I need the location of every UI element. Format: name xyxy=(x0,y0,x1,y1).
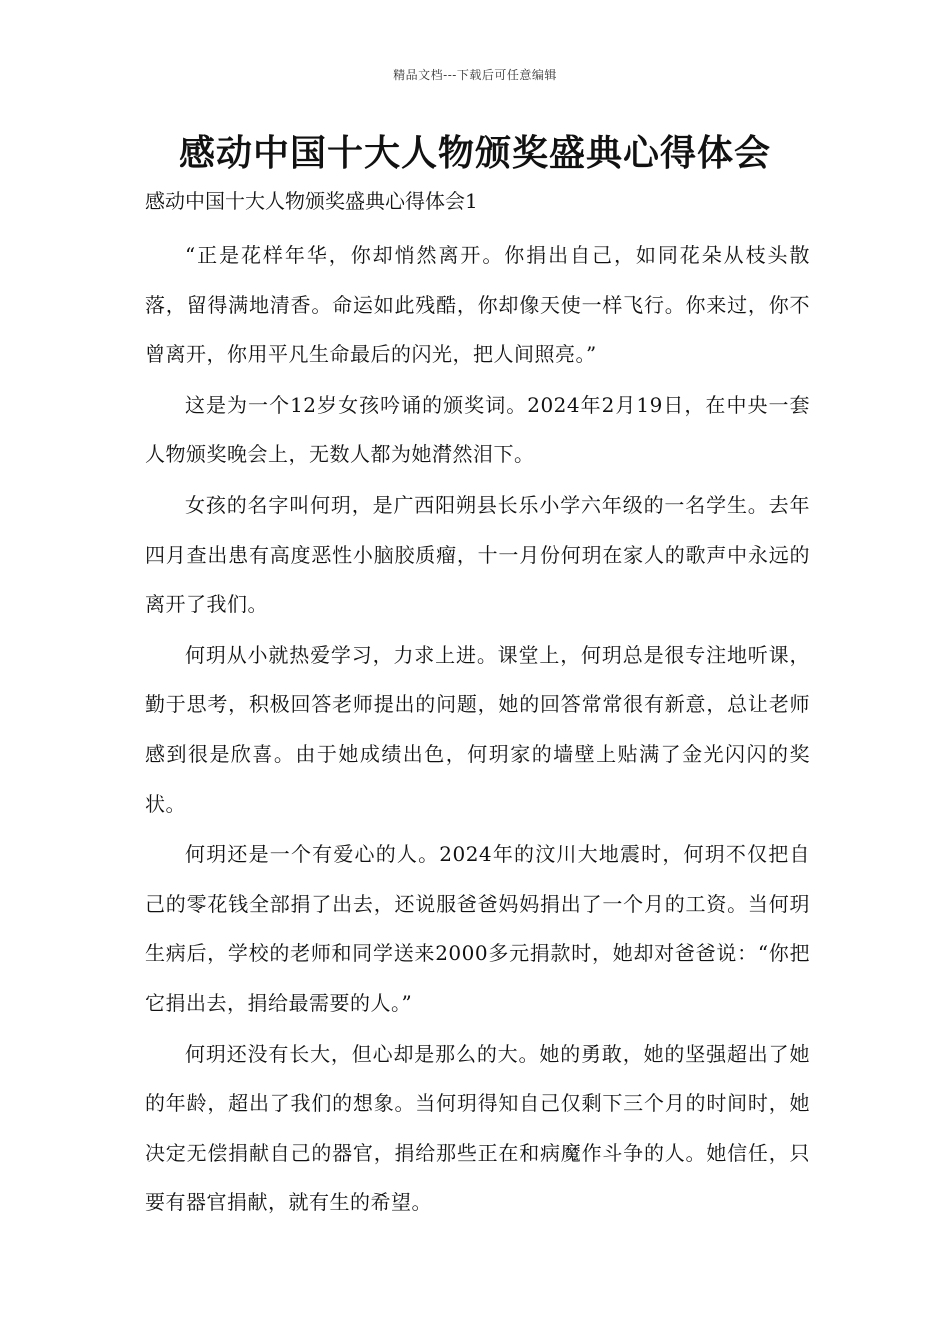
header-note: 精品文档---下载后可任意编辑 xyxy=(393,68,557,82)
paragraph-award-speech: “正是花样年华，你却悄然离开。你捐出自己，如同花朵从枝头散落，留得满地清香。命运如此残酷，你却像天使一样飞行。你来过，你不曾离开，你用平凡生命最后的闪光，把人间照亮。” xyxy=(145,243,810,367)
paragraph-donation: 何玥还没有长大，但心却是那么的大。她的勇敢，她的坚强超出了她的年龄，超出了我们的想象。当何玥得知自己仅剩下三个月的时间时，她决定无偿捐献自己的器官，捐给那些正在和病魔作斗争的人。她信任，只要有器官捐献，就有生的希望。 xyxy=(145,1041,810,1215)
paragraph-introduction: 女孩的名字叫何玥，是广西阳朔县长乐小学六年级的一名学生。去年四月查出患有高度恶性小脑胶质瘤，十一月份何玥在家人的歌声中永远的离开了我们。 xyxy=(145,492,810,617)
document-subtitle: 感动中国十大人物颁奖盛典心得体会1 xyxy=(145,189,478,213)
paragraph-ceremony: 这是为一个12岁女孩吟诵的颁奖词。2024年2月19日，在中央一套人物颁奖晚会上，无数人都为她潸然泪下。 xyxy=(145,392,810,467)
paragraph-study: 何玥从小就热爱学习，力求上进。课堂上，何玥总是很专注地听课，勤于思考，积极回答老师提出的问题，她的回答常常很有新意，总让老师感到很是欣喜。由于她成绩出色，何玥家的墙壁上贴满了金光闪闪的奖状。 xyxy=(145,642,810,816)
document-body xyxy=(145,231,810,1229)
document-title: 感动中国十大人物颁奖盛典心得体会 xyxy=(178,133,771,174)
paragraph-kindness: 何玥还是一个有爱心的人。2024年的汶川大地震时，何玥不仅把自己的零花钱全部捐了出去，还说服爸爸妈妈捐出了一个月的工资。当何玥生病后，学校的老师和同学送来2000多元捐款时，她却对爸爸说：“你把它捐出去，捐给最需要的人。” xyxy=(145,842,810,1015)
